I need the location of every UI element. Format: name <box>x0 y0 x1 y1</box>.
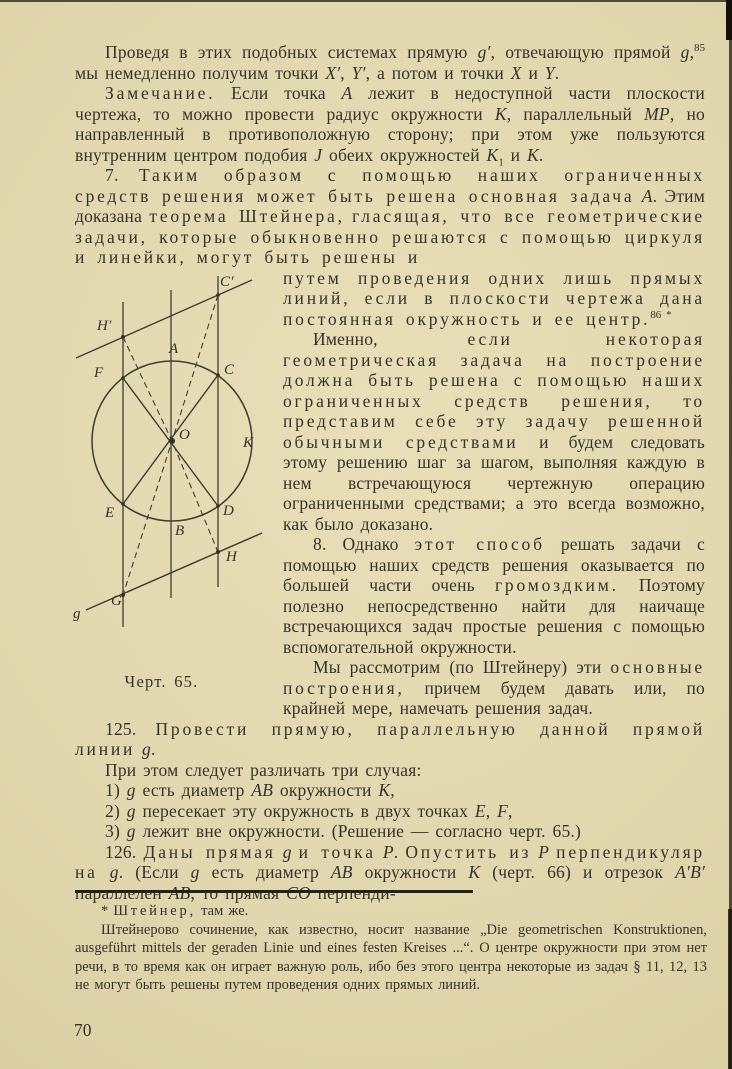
figure-label-C-prime: C′ <box>220 273 234 290</box>
point-dot-C-prime <box>216 293 220 297</box>
figure-label-E: E <box>105 504 115 521</box>
case-3: 3) g лежит вне окружности. (Решение — согласно черт. 65.) <box>105 821 582 841</box>
point-dot-C <box>216 373 220 377</box>
point-dot-H-prime <box>121 335 125 339</box>
figure-label-H-prime: H′ <box>97 317 112 334</box>
figure-label-K: K <box>243 434 254 451</box>
figure-label-O: O <box>179 426 191 443</box>
figure-label-G: G <box>111 592 123 609</box>
point-dot-E <box>121 502 125 506</box>
point-dot-H <box>216 550 220 554</box>
paragraph-126: 126. Даны прямая g и точка P. Опустить из P перпендикуляр на g. (Если g есть диаметр AB окружности K (черт. 66) и отрезок A′B′ <box>75 841 706 882</box>
footnote-ref: * Штейнер, там же. <box>101 903 249 919</box>
case-1: 1) g есть диаметр AB окружности K, <box>105 780 395 800</box>
scan-edge-top <box>0 0 732 2</box>
body-text <box>75 42 705 903</box>
figure-label-H: H <box>226 548 238 565</box>
paragraph-8: 8. Однако этот способ решать задачи с помощью наших средств решения оказывается по большей части очень громоздким. Поэтому полезно непосредственно найти для наичаще встречающихся задач простые решения с помощью вспомогательной окружности. <box>283 534 706 657</box>
figure-svg <box>40 274 283 666</box>
paragraph-7-continued: путем проведения одних лишь прямых линий, если в плоскости чертежа дана постоянная окружность и ее центр.$^{86 *}$ <box>283 267 705 329</box>
footnote-rule <box>75 890 473 893</box>
paragraph-intro: Проведя в этих подобных системах прямую g′, отвечающую прямой g,$^{85}$ мы немедленно получим точки X′, Y′, а потом и точки X и Y. <box>75 42 705 83</box>
point-dot-F <box>121 376 125 380</box>
figure-label-F: F <box>94 364 104 381</box>
paragraph-my-rassmotrim: Мы рассмотрим (по Штейнеру) эти основные построения, причем будем давать или, по крайней мере, намечать решения задач. <box>283 657 705 718</box>
footnote-text: Штейнерово сочинение, как известно, носит название „Die geometrischen Konstruktionen, ausgeführt mittels der geraden Linie und eines festen Kreises ...“. О центре окружности при этом нет речи, в то время как он играет важную роль, ибо без этого центра некоторые из задач § 11, 12, 13 не могут быть решены путем проведения одних прямых линий. <box>75 921 707 993</box>
figure-label-C: C <box>224 361 235 378</box>
scan-edge-right-bottom <box>728 909 732 1069</box>
figure-chert-65 <box>40 274 283 693</box>
figure-caption: Черт. 65. <box>124 671 199 691</box>
paragraph-imenno: Именно, если некоторая геометрическая задача на построение должна быть решена с помощью наших ограниченных средств решения, то представим себе эту задачу решенной обычными средствами и будем следовать этому решению шаг за шагом, выполняя каждую в нем встречающуюся чертежную операцию ограниченными средствами; а это всегда возможно, как было доказано. <box>283 329 705 534</box>
figure-label-D: D <box>223 502 235 519</box>
figure-label-A: A <box>169 340 179 357</box>
case-2: 2) g пересекает эту окружность в двух точках E, F, <box>105 800 513 821</box>
figure-label-g: g <box>73 605 81 622</box>
point-dot-D <box>216 504 220 508</box>
page-number: 70 <box>74 1020 92 1040</box>
footnote <box>75 890 707 995</box>
paragraph-125: 125. Провести прямую, параллельную данной прямой линии g. <box>75 718 706 759</box>
figure-label-B: B <box>175 522 185 539</box>
paragraph-remark: Замечание. Если точка A лежит в недоступной части плоскости чертежа, то можно провести радиус окружности K, параллельный MP, но направленный в противоположную сторону; при этом уже пользуются внутренним центром подобия J обеих окружностей $K_1$ и K. <box>75 83 705 168</box>
text-before-figure <box>75 42 705 268</box>
scan-edge-right-top <box>726 0 732 40</box>
paragraph-7: 7. Таким образом с помощью наших ограниченных средств решения может быть решена основная задача A. Этим доказана теорема Штейнера, гласящая, что все геометрические задачи, которые обыкновенно решаются с помощью циркуля и линейки, могут быть решены и <box>75 165 706 267</box>
center-dot-O <box>169 438 175 444</box>
paragraph-three-cases: При этом следует различать три случая: <box>105 759 422 780</box>
footnote-paragraphs <box>75 902 707 995</box>
